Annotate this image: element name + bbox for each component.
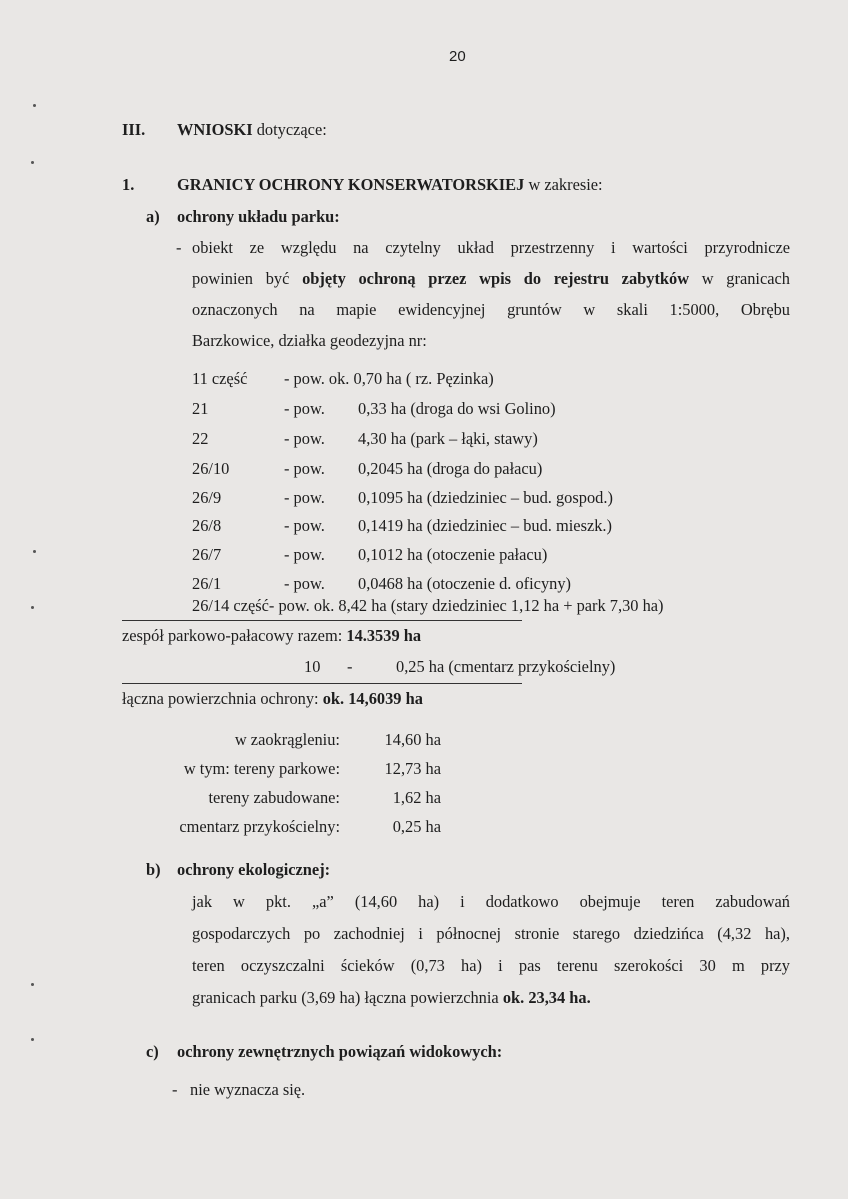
total-row [122, 689, 423, 709]
parcel-number: 21 [192, 399, 209, 418]
paragraph-line: Barzkowice, działka geodezyjna nr: [192, 331, 427, 350]
section-number: III. [122, 120, 146, 139]
scan-speck [31, 1038, 34, 1041]
sum-rule [122, 620, 522, 621]
summary-label: w zaokrągleniu: [234, 730, 340, 749]
subsection-a-title: ochrony układu parku: [177, 207, 340, 226]
scan-speck [33, 104, 36, 107]
summary-value: 1,62 ha [392, 788, 441, 807]
page-number: 20 [449, 48, 466, 65]
parcel-pow: - pow. [284, 399, 325, 418]
total-value: ok. 14,6039 ha [322, 689, 423, 708]
text-run-bold: ok. 23,34 ha. [502, 988, 591, 1007]
bullet-dash: - [172, 1080, 178, 1099]
summary-value: 14,60 ha [384, 730, 441, 749]
parcel-area: 0,33 ha (droga do wsi Golino) [358, 399, 556, 418]
subsection-c-title: ochrony zewnętrznych powiązań widokowych: [177, 1042, 503, 1061]
paragraph-line: jak w pkt. „a” (14,60 ha) i dodatkowo obejmuje teren zabudowań [192, 892, 790, 911]
item-heading [177, 175, 603, 195]
item-number: 1. [122, 175, 135, 194]
summary-value: 0,25 ha [392, 817, 441, 836]
parcel-number: 11 część [192, 369, 248, 388]
subtotal-row [122, 626, 421, 646]
paragraph-line: oznaczonych na mapie ewidencyjnej gruntów w skali 1:5000, Obrębu [192, 300, 790, 319]
parcel-area: 4,30 ha (park – łąki, stawy) [358, 429, 538, 448]
parcel-pow: - pow. [284, 429, 325, 448]
paragraph-line: gospodarczych po zachodniej i północnej stronie starego dziedzińca (4,32 ha), [192, 924, 790, 943]
total-label: łączna powierzchnia ochrony: [122, 689, 323, 708]
sum-rule [122, 683, 522, 684]
parcel-number: 26/8 [192, 516, 222, 535]
section-heading [177, 120, 327, 140]
bullet-dash: - [176, 238, 182, 257]
parcel-number: 22 [192, 429, 209, 448]
scan-speck [31, 161, 34, 164]
parcel-area: 0,1095 ha (dziedziniec – bud. gospod.) [358, 488, 613, 507]
parcel-pow: - pow. [284, 459, 325, 478]
text-run-bold: objęty ochroną przez wpis do rejestru zabytków [302, 269, 690, 288]
extra-parcel-dash: - [347, 657, 353, 676]
subtotal-label: zespół parkowo-pałacowy razem: [122, 626, 347, 645]
text-run: powinien być [192, 269, 303, 288]
parcel-area: 0,2045 ha (droga do pałacu) [358, 459, 543, 478]
section-title-rest: dotyczące: [256, 120, 327, 139]
parcel-area: - pow. ok. 0,70 ha ( rz. Pęzinka) [284, 369, 494, 388]
scan-speck [31, 983, 34, 986]
item-title-rest: w zakresie: [528, 175, 603, 194]
paragraph-line: nie wyznacza się. [190, 1080, 306, 1099]
subsection-a-label: a) [146, 207, 160, 226]
parcel-area: 0,1419 ha (dziedziniec – bud. mieszk.) [358, 516, 612, 535]
parcel-number: 26/7 [192, 545, 222, 564]
subsection-c-label: c) [146, 1042, 159, 1061]
extra-parcel-area: 0,25 ha (cmentarz przykościelny) [396, 657, 616, 676]
summary-value: 12,73 ha [384, 759, 441, 778]
paragraph-line [192, 269, 790, 289]
parcel-area: 0,1012 ha (otoczenie pałacu) [358, 545, 548, 564]
paragraph-line [192, 988, 591, 1008]
subsection-b-label: b) [146, 860, 161, 879]
scan-speck [33, 550, 36, 553]
section-title: WNIOSKI [177, 120, 253, 139]
item-title: GRANICY OCHRONY KONSERWATORSKIEJ [177, 175, 525, 194]
summary-label: w tym: tereny parkowe: [183, 759, 340, 778]
parcel-number: 26/10 [192, 459, 230, 478]
parcel-pow: - pow. [284, 545, 325, 564]
summary-label: tereny zabudowane: [208, 788, 340, 807]
summary-label: cmentarz przykościelny: [179, 817, 340, 836]
subtotal-value: 14.3539 ha [346, 626, 422, 645]
scan-speck [31, 606, 34, 609]
parcel-number: 26/9 [192, 488, 222, 507]
text-run: granicach parku (3,69 ha) łączna powierzchnia [192, 988, 503, 1007]
subsection-b-title: ochrony ekologicznej: [177, 860, 331, 879]
paragraph-line: obiekt ze względu na czytelny układ przestrzenny i wartości przyrodnicze [192, 238, 790, 257]
parcel-area: 0,0468 ha (otoczenie d. oficyny) [358, 574, 572, 593]
parcel-pow: - pow. [284, 488, 325, 507]
extra-parcel-number: 10 [304, 657, 321, 676]
parcel-number: 26/1 [192, 574, 222, 593]
parcel-last-row: 26/14 część- pow. ok. 8,42 ha (stary dziedziniec 1,12 ha + park 7,30 ha) [192, 596, 664, 615]
paragraph-line: teren oczyszczalni ścieków (0,73 ha) i pas terenu szerokości 30 m przy [192, 956, 790, 975]
text-run: w granicach [689, 269, 790, 288]
parcel-pow: - pow. [284, 516, 325, 535]
parcel-pow: - pow. [284, 574, 325, 593]
